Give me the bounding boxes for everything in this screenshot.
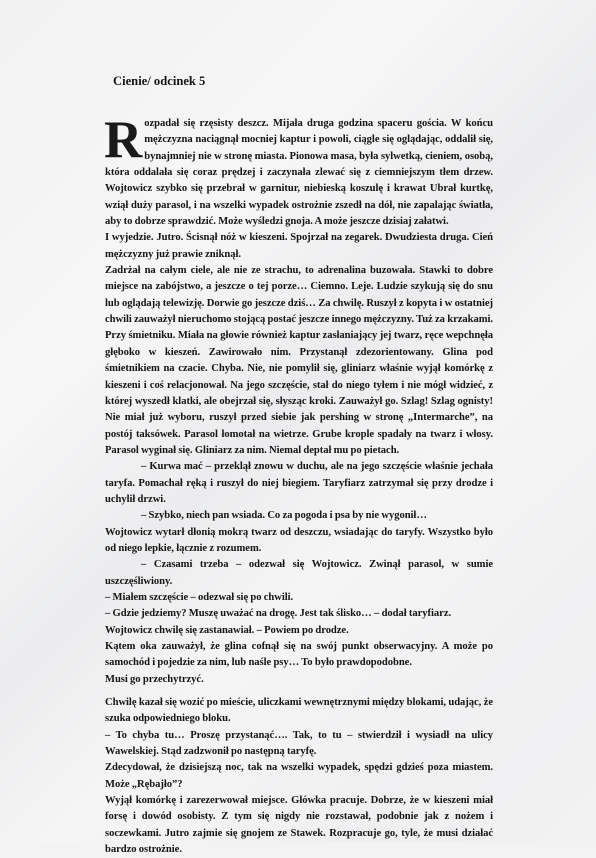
story-paragraph: Zadrżał na całym ciele, ale nie ze strachu, to adrenalina buzowała. Stawki to dobre miejsce na zabójstwo, a jeszcze o tej porze… Ciemno. Leje. Ludzie szykują się do snu lub oglądają telewizję. Dorwie go jeszcze dziś… Za chwilę. Ruszył z kopyta i w ostatniej chwili zauważył nieruchomo stojącą postać jeszcze innego mężczyzny. Tuż za krzakami. Przy śmietniku. Miała na głowie również kaptur zasłaniający jej twarz, ręce wepchnęła głęboko w kieszeń. Zawirowało nim. Przystanął zdezorientowany. Glina pod śmietnikiem na czacie. Chyba. Nie, nie pomylił się, gliniarz właśnie wyjął komórkę z kieszeni i coś relacjonował. Na jego szczęście, stał do niego tyłem i nie mógł widzieć, z której wyszedł klatki, ale obejrzał się, słysząc kroki. Zauważył go. Szlag! Szlag ognisty! Nie miał już wyboru, ruszył przed siebie jak pershing w stronę „Intermarche”, na postój taksówek. Parasol łomotał na wietrze. Grube krople spadały na twarz i włosy. Parasol wyginał się. Gliniarz za nim. Niemal deptał mu po pietach. xyxy=(105,265,493,456)
story-paragraph: – Szybko, niech pan wsiada. Co za pogoda i psa by nie wygonił… xyxy=(141,510,427,522)
story-paragraph: Wyjął komórkę i zarezerwował miejsce. Główka pracuje. Dobrze, że w kieszeni miał forsę i dowód osobisty. Z tym się nigdy nie rozstawał, podobnie jak z nożem i soczewkami. Jutro zajmie się gnojem ze Stawek. Rozpracuje go, tyle, że musi działać bardzo ostrożnie. xyxy=(105,795,493,856)
opening-paragraph-text: ozpadał się rzęsisty deszcz. Mijała druga godzina spaceru gościa. W końcu mężczyzna naciągnął mocniej kaptur i powoli, ciągle się oglądając, oddalił się, bynajmniej nie w stronę miasta. Pionowa masa, była sylwetką, cieniem, osobą, która oddalała się coraz prędzej i zaczynała zlewać się z ciemniejszym tłem drzew. Wojtowicz szybko się przebrał w garnitur, niebieską koszulę i krawat Ubrał kurtkę, wziął duży parasol, i na wszelki wypadek ostrożnie zszedł na dół, nie zapalając światła, aby to dobrze sprawdzić. Może wyśledzi gnoja. A może jeszcze dzisiaj załatwi. xyxy=(105,118,493,228)
story-paragraph: I wyjedzie. Jutro. Ścisnął nóż w kieszeni. Spojrzał na zegarek. Dwudziesta druga. Cień mężczyzny już prawie zniknął. xyxy=(105,232,493,260)
story-paragraph: Kątem oka zauważył, że glina cofnął się na swój punkt obserwacyjny. A może po samochód i pojedzie za nim, lub naśle psy… To było prawdopodobne. xyxy=(105,641,493,669)
story-paragraph: – Czasami trzeba – odezwał się Wojtowicz. Zwinął parasol, w sumie uszczęśliwiony. xyxy=(105,559,493,587)
story-paragraph: Wojtowicz chwilę się zastanawiał. – Powiem po drodze. xyxy=(105,624,349,636)
story-paragraph: – Miałem szczęście – odezwał się po chwili. xyxy=(105,591,294,603)
story-paragraph: Zdecydował, że dzisiejszą noc, tak na wszelki wypadek, spędzi gdzieś poza miastem. Może „Rębajło”? xyxy=(105,762,493,790)
story-paragraph: Wojtowicz wytarł dłonią mokrą twarz od deszczu, wsiadając do taryfy. Wszystko było od niego lepkie, łącznie z rozumem. xyxy=(105,526,493,554)
chapter-title: Cienie/ odcinek 5 xyxy=(113,74,206,88)
opening-paragraph xyxy=(104,111,493,230)
story-paragraph: – Kurwa mać – przeklął znowu w duchu, ale na jego szczęście właśnie jechała taryfa. Pomachał ręką i ruszył do niej biegiem. Taryfiarz zatrzymał się przy drodze i uchylił drzwi. xyxy=(105,461,493,505)
story-paragraph: Chwilę kazał się wozić po mieście, uliczkami wewnętrznymi między blokami, udając, że szuka odpowiedniego bloku. xyxy=(105,697,493,725)
story-body xyxy=(104,111,493,858)
story-paragraph: – Gdzie jedziemy? Muszę uważać na drogę. Jest tak ślisko… – dodał taryfiarz. xyxy=(105,608,452,620)
story-paragraph: Musi go przechytrzyć. xyxy=(105,673,204,685)
drop-cap-letter: R xyxy=(104,111,143,169)
story-paragraph: – To chyba tu… Proszę przystanąć…. Tak, to tu – stwierdził i wysiadł na ulicy Wawelskiej. Stąd zadzwonił po następną taryfę. xyxy=(105,729,493,758)
